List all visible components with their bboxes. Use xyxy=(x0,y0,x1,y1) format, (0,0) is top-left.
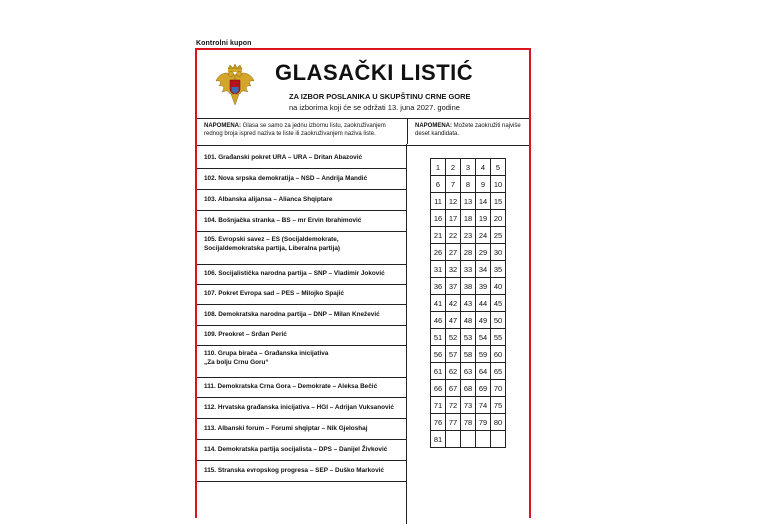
ballot-sheet xyxy=(195,48,531,518)
candidate-number-cell[interactable]: 20 xyxy=(491,210,506,227)
candidate-number-cell[interactable]: 43 xyxy=(461,295,476,312)
party-name-line: 102. Nova srpska demokratija – NSD – Andrija Mandić xyxy=(204,174,368,182)
note-list-instruction: NAPOMENA: Glasa se samo za jednu izbornu listu, zaokruživanjem rednog broja ispred naziva te liste ili zaokruživanjem naziva liste. xyxy=(204,123,386,137)
candidate-grid-row xyxy=(431,431,506,448)
candidate-number-cell[interactable]: 30 xyxy=(491,244,506,261)
party-list-item[interactable] xyxy=(197,285,406,305)
candidate-number-cell[interactable]: 68 xyxy=(461,380,476,397)
candidate-number-cell[interactable]: 56 xyxy=(431,346,446,363)
party-list-item[interactable] xyxy=(197,265,406,285)
candidate-number-cell[interactable]: 58 xyxy=(461,346,476,363)
candidate-number-cell[interactable]: 10 xyxy=(491,176,506,193)
candidate-number-cell[interactable]: 14 xyxy=(476,193,491,210)
party-list xyxy=(197,149,406,482)
party-list-item[interactable] xyxy=(197,419,406,440)
candidate-grid-row xyxy=(431,159,506,176)
note-candidate-instruction: NAPOMENA: Možete zaokružiti najviše deset kandidata. xyxy=(415,123,521,137)
candidate-number-cell[interactable]: 80 xyxy=(491,414,506,431)
party-name-line: 111. Demokratska Crna Gora – Demokrate – Aleksa Bečić xyxy=(204,383,378,390)
election-date-line: na izborima koji će se održati 13. juna 2027. godine xyxy=(289,103,460,112)
candidate-number-cell[interactable]: 40 xyxy=(491,278,506,295)
candidate-number-cell[interactable]: 70 xyxy=(491,380,506,397)
candidate-number-cell[interactable]: 78 xyxy=(461,414,476,431)
candidate-number-cell[interactable]: 27 xyxy=(446,244,461,261)
candidate-number-cell[interactable]: 28 xyxy=(461,244,476,261)
candidate-number-cell[interactable]: 73 xyxy=(461,397,476,414)
candidate-number-cell[interactable]: 21 xyxy=(431,227,446,244)
candidate-number-cell[interactable]: 24 xyxy=(476,227,491,244)
candidate-number-cell[interactable]: 74 xyxy=(476,397,491,414)
candidate-number-cell[interactable]: 16 xyxy=(431,210,446,227)
party-name-line: 114. Demokratska partija socijalista – DPS – Danijel Živković xyxy=(204,445,388,453)
candidate-number-cell[interactable]: 7 xyxy=(446,176,461,193)
party-list-item[interactable] xyxy=(197,305,406,326)
candidate-number-cell[interactable]: 34 xyxy=(476,261,491,278)
candidate-grid-row xyxy=(431,176,506,193)
notes-row xyxy=(197,118,529,146)
candidate-number-cell[interactable]: 4 xyxy=(476,159,491,176)
party-list-item[interactable] xyxy=(197,346,406,378)
candidate-number-cell[interactable]: 46 xyxy=(431,312,446,329)
candidate-number-cell[interactable]: 15 xyxy=(491,193,506,210)
party-name-line: 113. Albanski forum – Forumi shqiptar – Nik Gjeloshaj xyxy=(204,424,368,432)
candidate-number-cell[interactable]: 54 xyxy=(476,329,491,346)
candidate-number-cell[interactable]: 57 xyxy=(446,346,461,363)
candidate-number-cell[interactable]: 17 xyxy=(446,210,461,227)
party-name-line: 110. Grupa birača – Građanska inicijativa xyxy=(204,350,329,357)
candidate-grid-row xyxy=(431,261,506,278)
candidate-number-cell[interactable]: 39 xyxy=(476,278,491,295)
candidate-grid-row xyxy=(431,193,506,210)
candidate-number-cell[interactable]: 72 xyxy=(446,397,461,414)
candidate-grid-row xyxy=(431,329,506,346)
candidate-number-cell[interactable]: 67 xyxy=(446,380,461,397)
candidate-number-cell[interactable]: 75 xyxy=(491,397,506,414)
candidate-number-cell[interactable]: 60 xyxy=(491,346,506,363)
party-list-item[interactable] xyxy=(197,169,406,190)
candidate-number-cell[interactable]: 42 xyxy=(446,295,461,312)
party-list-item[interactable] xyxy=(197,211,406,232)
candidate-number-cell xyxy=(476,431,491,448)
party-name-line: 106. Socijalistička narodna partija – SNP – Vladimir Joković xyxy=(204,270,385,277)
candidate-number-cell[interactable]: 50 xyxy=(491,312,506,329)
candidate-number-cell[interactable]: 55 xyxy=(491,329,506,346)
montenegro-coat-of-arms-icon xyxy=(215,63,255,107)
candidate-number-cell[interactable]: 81 xyxy=(431,431,446,448)
candidate-number-cell[interactable]: 51 xyxy=(431,329,446,346)
party-name-line: 107. Pokret Evropa sad – PES – Milojko Spajić xyxy=(204,290,344,297)
candidate-number-cell[interactable]: 65 xyxy=(491,363,506,380)
candidate-grid-row xyxy=(431,244,506,261)
candidate-number-cell[interactable]: 59 xyxy=(476,346,491,363)
party-list-item[interactable] xyxy=(197,378,406,398)
party-name-line: 109. Preokret – Srđan Perić xyxy=(204,331,287,338)
ballot-title: GLASAČKI LISTIĆ xyxy=(275,60,474,85)
candidate-number-cell[interactable]: 77 xyxy=(446,414,461,431)
party-name-line: „Za bolju Crnu Goru“ xyxy=(204,358,269,366)
candidate-number-cell[interactable]: 18 xyxy=(461,210,476,227)
ballot-header xyxy=(197,50,529,120)
candidate-number-cell[interactable]: 62 xyxy=(446,363,461,380)
party-name-line: Socijaldemokratska partija, Liberalna partija) xyxy=(204,244,341,252)
candidate-number-cell[interactable]: 63 xyxy=(461,363,476,380)
candidate-number-cell[interactable]: 47 xyxy=(446,312,461,329)
candidate-number-cell[interactable]: 44 xyxy=(476,295,491,312)
candidate-number-cell[interactable]: 13 xyxy=(461,193,476,210)
candidate-number-cell[interactable]: 36 xyxy=(431,278,446,295)
candidate-number-cell[interactable]: 5 xyxy=(491,159,506,176)
candidate-number-cell[interactable]: 41 xyxy=(431,295,446,312)
candidate-number-cell[interactable]: 11 xyxy=(431,193,446,210)
candidate-number-cell xyxy=(446,431,461,448)
party-name-line: 115. Stranska evropskog progresa – SEP – Duško Marković xyxy=(204,466,384,474)
candidate-number-cell[interactable]: 6 xyxy=(431,176,446,193)
candidate-number-cell[interactable]: 76 xyxy=(431,414,446,431)
candidate-number-cell[interactable]: 29 xyxy=(476,244,491,261)
party-list-item[interactable] xyxy=(197,190,406,211)
party-list-item[interactable] xyxy=(197,326,406,346)
ballot-subtitle: ZA IZBOR POSLANIKA U SKUPŠTINU CRNE GORE xyxy=(289,92,471,101)
candidate-number-cell[interactable]: 49 xyxy=(476,312,491,329)
candidate-grid-row xyxy=(431,295,506,312)
candidate-number-cell[interactable]: 32 xyxy=(446,261,461,278)
candidate-grid-row xyxy=(431,346,506,363)
candidate-grid-row xyxy=(431,414,506,431)
candidate-grid-row xyxy=(431,380,506,397)
candidate-number-cell[interactable]: 53 xyxy=(461,329,476,346)
candidate-number-cell[interactable]: 19 xyxy=(476,210,491,227)
candidate-grid-row xyxy=(431,363,506,380)
candidate-grid-row xyxy=(431,278,506,295)
candidate-number-cell[interactable]: 64 xyxy=(476,363,491,380)
candidate-number-cell[interactable]: 38 xyxy=(461,278,476,295)
party-name-line: 112. Hrvatska građanska inicijativa – HGI – Adrijan Vuksanović xyxy=(204,403,394,411)
candidate-number-cell[interactable]: 22 xyxy=(446,227,461,244)
candidate-number-grid xyxy=(430,158,506,448)
candidate-number-cell[interactable]: 31 xyxy=(431,261,446,278)
candidate-number-cell[interactable]: 26 xyxy=(431,244,446,261)
candidate-number-cell[interactable]: 71 xyxy=(431,397,446,414)
candidate-number-cell[interactable]: 69 xyxy=(476,380,491,397)
party-name-line: 105. Evropski savez – ES (Socijaldemokrate, xyxy=(204,236,339,243)
candidate-number-cell[interactable]: 8 xyxy=(461,176,476,193)
candidate-number-cell[interactable]: 61 xyxy=(431,363,446,380)
candidate-number-cell[interactable]: 12 xyxy=(446,193,461,210)
candidate-number-cell[interactable]: 9 xyxy=(476,176,491,193)
party-name-line: 103. Albanska alijansa – Alianca Shqiptare xyxy=(204,195,333,203)
candidate-grid-row xyxy=(431,397,506,414)
candidate-number-cell xyxy=(461,431,476,448)
candidate-number-cell[interactable]: 3 xyxy=(461,159,476,176)
candidate-grid-row xyxy=(431,312,506,329)
party-list-item[interactable] xyxy=(197,149,406,169)
candidate-grid-row xyxy=(431,227,506,244)
candidate-number-cell[interactable]: 35 xyxy=(491,261,506,278)
column-divider xyxy=(406,144,407,524)
party-list-item[interactable] xyxy=(197,232,406,265)
candidate-number-cell xyxy=(491,431,506,448)
candidate-number-cell[interactable]: 66 xyxy=(431,380,446,397)
candidate-number-cell[interactable]: 45 xyxy=(491,295,506,312)
candidate-number-cell[interactable]: 33 xyxy=(461,261,476,278)
candidate-number-cell[interactable]: 79 xyxy=(476,414,491,431)
candidate-number-cell[interactable]: 23 xyxy=(461,227,476,244)
candidate-number-cell[interactable]: 2 xyxy=(446,159,461,176)
candidate-number-cell[interactable]: 1 xyxy=(431,159,446,176)
candidate-number-cell[interactable]: 52 xyxy=(446,329,461,346)
candidate-number-cell[interactable]: 37 xyxy=(446,278,461,295)
party-list-item[interactable] xyxy=(197,461,406,482)
party-list-item[interactable] xyxy=(197,398,406,419)
control-coupon-label: Kontrolni kupon xyxy=(196,40,252,47)
party-name-line: 108. Demokratska narodna partija – DNP – Milan Knežević xyxy=(204,310,380,318)
party-name-line: 101. Građanski pokret URA – URA – Dritan Abazović xyxy=(204,154,363,161)
notes-divider xyxy=(407,118,408,144)
candidate-number-cell[interactable]: 25 xyxy=(491,227,506,244)
candidate-number-cell[interactable]: 48 xyxy=(461,312,476,329)
party-list-item[interactable] xyxy=(197,440,406,461)
candidate-grid-row xyxy=(431,210,506,227)
party-name-line: 104. Bošnjačka stranka – BS – mr Ervin Ibrahimović xyxy=(204,216,362,224)
